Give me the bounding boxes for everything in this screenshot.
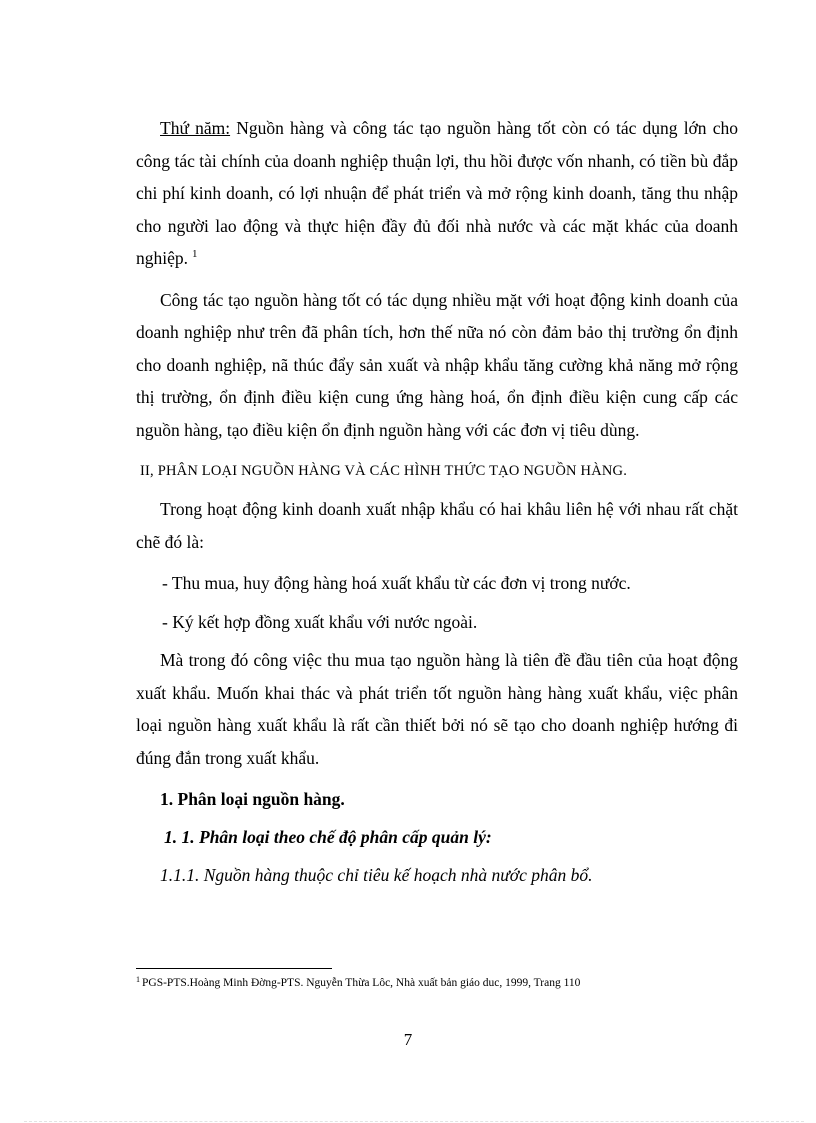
- heading-level-1: 1. Phân loại nguồn hàng.: [160, 789, 345, 809]
- paragraph-text: Nguồn hàng và công tác tạo nguồn hàng tốt còn có tác dụng lớn cho công tác tài chính của doanh nghiệp thuận lợi, thu hồi được vốn nhanh, có tiền bù đắp chi phí kinh doanh, có lợi nhuận để phát triển và mở rộng kinh doanh, tăng thu nhập cho người lao động và thực hiện đầy đủ đối nhà nước và các mặt khác của doanh nghiệp.: [136, 118, 738, 268]
- paragraph-trong-hoat-dong: Trong hoạt động kinh doanh xuất nhập khẩu có hai khâu liên hệ với nhau rất chặt chẽ đó là:: [136, 499, 738, 552]
- page-body: [136, 112, 738, 891]
- footnote: [136, 975, 756, 991]
- paragraph-thu-nam: [136, 112, 738, 275]
- footnote-number: 1: [136, 975, 140, 984]
- section-heading: II, PHÂN LOẠI NGUỒN HÀNG VÀ CÁC HÌNH THỨC TẠO NGUỒN HÀNG.: [140, 463, 628, 479]
- bullet-item: - Ký kết hợp đồng xuất khẩu với nước ngoài.: [162, 611, 478, 632]
- bullet-item: - Thu mua, huy động hàng hoá xuất khẩu từ các đơn vị trong nước.: [162, 573, 631, 593]
- page-number: 7: [403, 1030, 413, 1049]
- heading-level-3: 1.1.1. Nguồn hàng thuộc chỉ tiêu kế hoạch nhà nước phân bổ.: [160, 865, 593, 885]
- footnote-divider: [136, 968, 332, 969]
- paragraph-cong-tac: Công tác tạo nguồn hàng tốt có tác dụng nhiều mặt với hoạt động kinh doanh của doanh nghiệp như trên đã phân tích, hơn thế nữa nó còn đảm bảo thị trường ổn định cho doanh nghiệp, nã thúc đẩy sản xuất và nhập khẩu tăng cường khả năng mở rộng thị trường, ổn định điều kiện cung ứng hàng hoá, ổn định điều kiện cung cấp các nguồn hàng, tạo điều kiện ổn định nguồn hàng với các đơn vị tiêu dùng.: [136, 289, 738, 440]
- paragraph-ma-trong-do: Mà trong đó công việc thu mua tạo nguồn hàng là tiên đề đầu tiên của hoạt động xuất khẩu. Muốn khai thác và phát triển tốt nguồn hàng hàng xuất khẩu, việc phân loại nguồn hàng xuất khẩu là rất cần thiết bởi nó sẽ tạo cho doanh nghiệp hướng đi đúng đắn trong xuất khẩu.: [136, 650, 738, 768]
- footnote-text: PGS-PTS.Hoàng Minh Đờng-PTS. Nguyễn Thừa Lôc, Nhà xuất bản giáo duc, 1999, Trang 110: [142, 977, 581, 989]
- heading-level-2: 1. 1. Phân loại theo chế độ phân cấp quản lý:: [164, 827, 492, 847]
- page-edge-divider: [24, 1121, 804, 1122]
- footnote-reference[interactable]: 1: [192, 248, 198, 260]
- paragraph-lead-label: Thứ năm:: [160, 118, 231, 138]
